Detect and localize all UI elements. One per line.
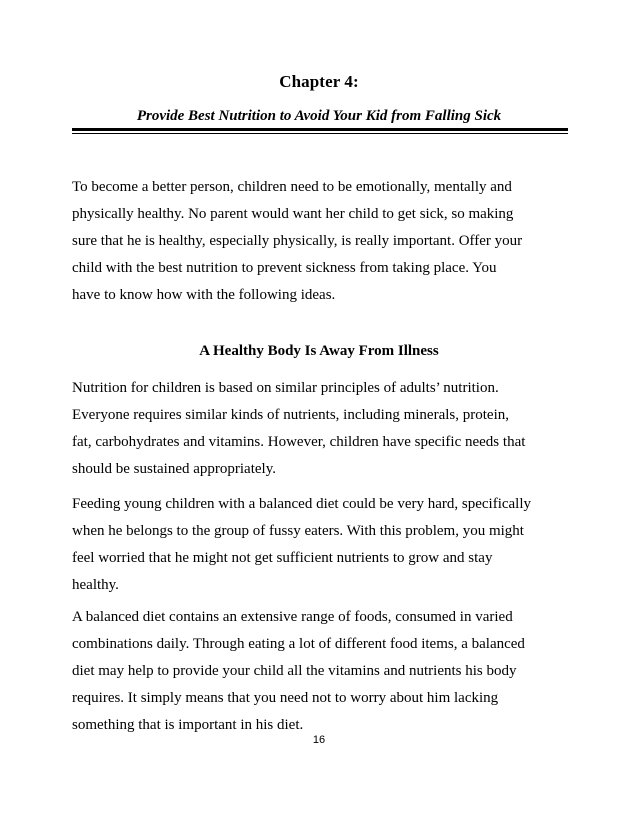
paragraph-line: A balanced diet contains an extensive range of foods, consumed in varied <box>72 609 513 625</box>
heading-rule-thin <box>72 133 568 134</box>
heading-rule-thick <box>72 128 568 131</box>
paragraph-line: feel worried that he might not get sufficient nutrients to grow and stay <box>72 550 493 566</box>
body-paragraph <box>72 604 572 739</box>
page-number: 16 <box>312 734 326 746</box>
paragraph-line: something that is important in his diet. <box>72 717 304 733</box>
body-paragraph <box>72 375 572 483</box>
paragraph-line: requires. It simply means that you need not to worry about him lacking <box>72 690 499 706</box>
paragraph-line: diet may help to provide your child all the vitamins and nutrients his body <box>72 663 517 679</box>
chapter-title: Chapter 4: <box>279 72 359 91</box>
paragraph-line: To become a better person, children need to be emotionally, mentally and <box>72 179 512 195</box>
paragraph-line: Nutrition for children is based on similar principles of adults’ nutrition. <box>72 380 499 396</box>
section-heading: A Healthy Body Is Away From Illness <box>199 343 439 359</box>
paragraph-line: healthy. <box>72 577 119 593</box>
paragraph-line: child with the best nutrition to prevent sickness from taking place. You <box>72 260 497 276</box>
intro-paragraph <box>72 174 572 309</box>
chapter-subtitle: Provide Best Nutrition to Avoid Your Kid from Falling Sick <box>136 108 502 124</box>
paragraph-line: have to know how with the following ideas. <box>72 287 336 303</box>
paragraph-line: combinations daily. Through eating a lot of different food items, a balanced <box>72 636 525 652</box>
paragraph-line: fat, carbohydrates and vitamins. However, children have specific needs that <box>72 434 526 450</box>
paragraph-line: when he belongs to the group of fussy eaters. With this problem, you might <box>72 523 524 539</box>
body-paragraph <box>72 491 572 599</box>
paragraph-line: sure that he is healthy, especially physically, is really important. Offer your <box>72 233 523 249</box>
paragraph-line: physically healthy. No parent would want her child to get sick, so making <box>72 206 514 222</box>
paragraph-line: should be sustained appropriately. <box>72 461 276 477</box>
paragraph-line: Feeding young children with a balanced diet could be very hard, specifically <box>72 496 532 512</box>
paragraph-line: Everyone requires similar kinds of nutrients, including minerals, protein, <box>72 407 509 423</box>
